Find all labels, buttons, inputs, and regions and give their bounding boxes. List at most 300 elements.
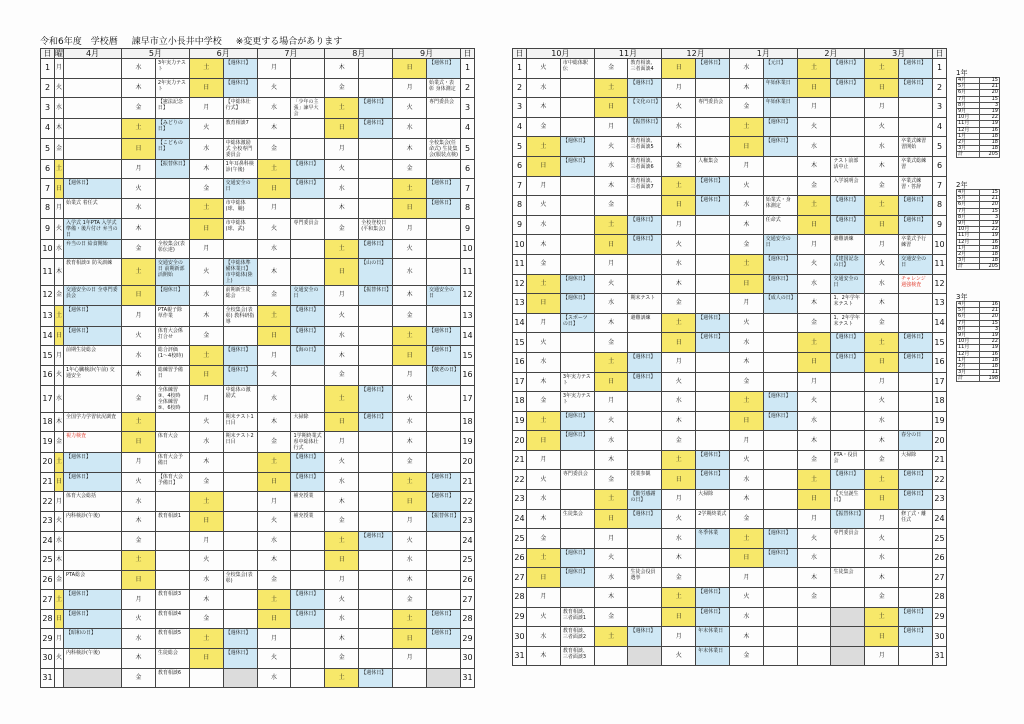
weekday: 土 [527,137,561,157]
weekday: 木 [257,412,291,432]
day-number: 2 [513,78,527,98]
event-cell [831,411,865,431]
weekday: 水 [122,629,156,649]
weekday: 火 [662,235,696,255]
weekday: 木 [797,156,831,176]
calendar-row [41,365,475,385]
weekday: 木 [865,294,899,314]
weekday: 日 [55,326,64,346]
event-cell [359,326,393,346]
event-cell: 大掃除 [291,412,325,432]
calendar-row [41,198,475,218]
summary-days: 15 [979,96,999,102]
event-cell [628,529,662,549]
event-cell: 教育相談5 [155,629,189,649]
weekday: 金 [662,156,696,176]
weekday: 水 [189,138,223,159]
weekday: 火 [325,159,359,179]
calendar-row [41,326,475,346]
event-cell: 【週休日】 [831,78,865,98]
event-cell [560,98,594,118]
calendar-row [41,511,475,531]
weekday: 木 [393,432,427,453]
weekday: 月 [257,629,291,649]
weekday: 木 [55,119,64,139]
event-cell [359,629,393,649]
day-number: 27 [41,590,55,610]
day-number: 18 [513,392,527,412]
day-number-end: 5 [461,138,475,159]
event-cell [427,305,461,326]
summary-days: 18 [979,357,999,363]
weekday: 日 [189,649,223,669]
summary-month: 10月 [957,339,980,345]
weekday: 水 [662,529,696,549]
day-number-end: 8 [461,198,475,218]
summary-row [957,264,1000,270]
event-cell: 交通安全の日 [899,254,933,274]
event-cell [831,627,865,647]
day-number-end: 17 [461,385,475,412]
event-cell: 【週休日】 [64,609,122,629]
event-cell [696,548,730,568]
event-cell [560,235,594,255]
weekday: 火 [662,372,696,392]
weekday: 日 [122,432,156,453]
calendar-row [513,352,947,372]
event-cell: 【週休日】 [359,239,393,259]
weekday: 土 [189,629,223,649]
event-cell [427,453,461,473]
event-cell: 【週休日】 [696,176,730,196]
calendar-row [41,609,475,629]
day-number: 8 [513,196,527,216]
weekday: 水 [594,156,628,176]
grade3-label: 3年 [956,293,968,301]
day-number-end: 4 [933,117,947,137]
day-number: 9 [41,218,55,239]
weekday: 木 [662,274,696,294]
event-cell: 【週休日】 [359,668,393,688]
summary-days: 18 [979,245,999,251]
calendar-row [41,239,475,259]
event-cell: 1学期終業式 県中総体壮行式 [291,432,325,453]
calendar-row [513,450,947,470]
calendar-row [41,629,475,649]
weekday: 土 [729,392,763,412]
event-cell [560,196,594,216]
event-cell [155,412,189,432]
summary-days: 18 [979,363,999,369]
day-number-end: 14 [461,326,475,346]
weekday: 金 [729,509,763,529]
event-cell: PTA・役員会 [831,450,865,470]
weekday: 火 [865,254,899,274]
summary-days: 19 [979,345,999,351]
weekday: 金 [865,313,899,333]
day-number: 2 [41,78,55,98]
event-cell [64,59,122,79]
day-number-end: 14 [933,313,947,333]
weekday: 水 [729,59,763,79]
weekday: 土 [122,551,156,571]
summary-month: 2月 [957,251,980,257]
event-cell: 【振替休日】 [359,286,393,306]
day-number-end: 10 [933,235,947,255]
weekday: 日 [325,259,359,286]
event-cell [427,668,461,688]
event-cell: 【週休日】 [64,590,122,610]
weekday: 土 [865,59,899,79]
event-cell: 前期生徒総会 [64,346,122,366]
event-cell: チャレンジ週強検査 [899,274,933,294]
weekday: 水 [527,215,561,235]
calendar-row [513,98,947,118]
weekday: 日 [865,78,899,98]
day-number: 5 [513,137,527,157]
event-cell: 全校集会(表彰) [223,570,257,590]
summary-days: 3 [979,326,999,332]
event-cell: 【週休日】 [696,450,730,470]
weekday: 月 [865,98,899,118]
weekday: 土 [393,609,427,629]
event-cell [359,590,393,610]
event-cell: 【週休日】 [427,492,461,512]
weekday: 金 [325,218,359,239]
weekday: 月 [55,492,64,512]
day-number: 11 [41,259,55,286]
weekday: 金 [325,365,359,385]
weekday: 木 [189,305,223,326]
event-cell [763,156,797,176]
weekday: 月 [393,511,427,531]
weekday: 金 [393,159,427,179]
event-cell [64,98,122,119]
right-header-6: 3月 [865,49,933,59]
event-cell [560,78,594,98]
event-cell: 【スポーツの日】 [560,313,594,333]
day-number: 12 [41,286,55,306]
weekday: 金 [729,235,763,255]
right-header-7: 日 [933,49,947,59]
weekday: 月 [527,313,561,333]
weekday: 金 [55,432,64,453]
weekday: 月 [797,235,831,255]
day-number-end: 19 [461,432,475,453]
event-cell: 【週休日】 [899,333,933,353]
grade3-summary [956,292,1000,382]
weekday: 日 [393,59,427,79]
summary-days: 3 [979,102,999,108]
weekday: 水 [122,198,156,218]
event-cell [696,215,730,235]
event-cell: 【週休日】 [628,627,662,647]
weekday: 土 [325,531,359,551]
event-cell: 【憲法記念日】 [155,98,189,119]
calendar-row [41,453,475,473]
event-cell [291,119,325,139]
event-cell: 交通安全の日 前期新部活開始 [155,259,189,286]
event-cell: 【週休日】 [64,472,122,492]
event-cell [223,453,257,473]
weekday: 木 [393,570,427,590]
calendar-row [513,59,947,79]
event-cell [831,646,865,666]
day-number: 24 [41,531,55,551]
weekday: 火 [257,649,291,669]
summary-days: 20 [979,202,999,208]
weekday: 火 [122,472,156,492]
event-cell: 【週休日】 [899,59,933,79]
calendar-row [41,305,475,326]
event-cell [696,352,730,372]
summary-days: 19 [979,233,999,239]
summary-month: 5月 [957,308,980,314]
event-cell [359,198,393,218]
day-number: 30 [513,627,527,647]
event-cell [427,385,461,412]
weekday: 木 [122,218,156,239]
event-cell: 【週休日】 [763,117,797,137]
day-number-end: 6 [461,159,475,179]
calendar-row [41,385,475,412]
weekday: 水 [527,78,561,98]
day-number: 28 [41,609,55,629]
event-cell [427,239,461,259]
weekday: 金 [55,286,64,306]
weekday: 木 [594,313,628,333]
weekday: 日 [729,411,763,431]
event-cell [560,333,594,353]
weekday: 日 [865,352,899,372]
day-number-end: 6 [933,156,947,176]
event-cell: 【週休日】 [560,156,594,176]
weekday: 金 [393,590,427,610]
event-cell [291,668,325,688]
weekday [797,607,831,627]
weekday: 水 [729,607,763,627]
weekday: 金 [393,305,427,326]
day-number: 8 [41,198,55,218]
event-cell [359,432,393,453]
event-cell [763,646,797,666]
event-cell [628,450,662,470]
calendar-row [41,492,475,512]
weekday: 日 [527,568,561,588]
day-number: 21 [513,450,527,470]
day-number-end: 8 [933,196,947,216]
day-number-end: 19 [933,411,947,431]
weekday: 水 [662,254,696,274]
weekday: 土 [257,453,291,473]
event-cell: 3年実力テスト [560,372,594,392]
weekday: 火 [797,529,831,549]
weekday: 金 [527,392,561,412]
summary-month: 7月 [957,320,980,326]
event-cell [763,588,797,608]
weekday: 火 [527,333,561,353]
weekday: 月 [729,294,763,314]
day-number-end: 1 [933,59,947,79]
summary-days: 18 [979,258,999,264]
weekday: 火 [189,412,223,432]
weekday: 日 [189,511,223,531]
weekday: 火 [393,239,427,259]
event-cell [223,472,257,492]
calendar-row [513,117,947,137]
event-cell: 専門委員会 [291,218,325,239]
event-cell: テスト前部活中止 [831,156,865,176]
event-cell: 全校登校日(平和集会) [359,218,393,239]
event-cell: 入学式 1年PTA 入学式準備・後片付け 弁当の日 [64,218,122,239]
summary-month: 6月 [957,90,980,96]
event-cell [359,365,393,385]
school-name: 諫早市立小長井中学校 [131,37,222,47]
weekday: 月 [257,492,291,512]
event-cell [696,137,730,157]
event-cell: 期末テスト [628,294,662,314]
event-cell [359,551,393,571]
weekday: 火 [662,646,696,666]
event-cell [899,529,933,549]
day-number: 10 [41,239,55,259]
event-cell: 【週休日】 [696,313,730,333]
day-number: 29 [41,629,55,649]
weekday: 日 [865,627,899,647]
weekday: 木 [527,235,561,255]
weekday: 月 [325,138,359,159]
event-cell: 【週休日】 [628,78,662,98]
event-cell [763,313,797,333]
event-cell [560,117,594,137]
event-cell: 市中総体駅伝 [560,59,594,79]
event-cell: 【週休日】 [359,531,393,551]
weekday: 金 [527,529,561,549]
weekday: 木 [189,453,223,473]
event-cell [560,215,594,235]
weekday: 水 [257,239,291,259]
event-cell: 【週休日】 [696,470,730,490]
weekday: 木 [55,551,64,571]
weekday: 日 [257,472,291,492]
event-cell: 【週休日】 [899,627,933,647]
event-cell: 全校集会(表彰伝達) [155,239,189,259]
day-number: 10 [513,235,527,255]
event-cell: 修了式・離任式 [899,509,933,529]
event-cell [696,431,730,451]
event-cell: 教育相談、三者面談3 [560,646,594,666]
event-cell: 交通安全の日 [223,179,257,199]
summary-month: 11月 [957,121,980,127]
day-number-end: 15 [933,333,947,353]
event-cell [359,609,393,629]
event-cell: 全校集会(表彰) 教科研指導 [223,305,257,326]
grade2-label: 2年 [956,181,968,189]
day-number-end: 5 [933,137,947,157]
weekday: 日 [594,509,628,529]
event-cell [899,313,933,333]
event-cell: 教育相談6 [155,668,189,688]
event-cell [763,607,797,627]
weekday: 金 [865,450,899,470]
weekday: 月 [865,509,899,529]
grade1-summary [956,68,1000,158]
left-header-3: 5月 [122,49,190,59]
event-cell: 交通安全の日 [831,274,865,294]
weekday: 木 [865,431,899,451]
calendar-row [513,137,947,157]
day-number: 16 [41,365,55,385]
change-note: ※変更する場合があります [235,37,343,47]
day-number: 27 [513,568,527,588]
day-number: 5 [41,138,55,159]
day-number-end: 16 [461,365,475,385]
event-cell [64,531,122,551]
weekday: 木 [865,568,899,588]
weekday: 日 [662,470,696,490]
event-cell [359,453,393,473]
event-cell [696,392,730,412]
calendar-second-half [512,48,947,666]
day-number: 6 [513,156,527,176]
event-cell [155,198,189,218]
day-number-end: 13 [461,305,475,326]
event-cell: 視力検査 [64,432,122,453]
event-cell: 【週休日】 [291,305,325,326]
weekday: 火 [189,551,223,571]
weekday: 木 [189,590,223,610]
day-number-end: 2 [461,78,475,98]
left-header-4: 6月 [189,49,257,59]
weekday: 水 [55,239,64,259]
summary-row [957,152,1000,158]
calendar-row [513,548,947,568]
event-cell: 教育相談4 [155,609,189,629]
weekday: 火 [865,392,899,412]
calendar-row [41,119,475,139]
weekday: 火 [729,588,763,608]
day-number-end: 28 [461,609,475,629]
event-cell: 教育相談、三者面談5 [628,137,662,157]
event-cell [64,138,122,159]
weekday: 木 [594,176,628,196]
weekday: 金 [122,239,156,259]
event-cell: 大掃除 [899,450,933,470]
weekday: 水 [527,627,561,647]
event-cell [155,179,189,199]
event-cell [899,117,933,137]
weekday: 水 [797,274,831,294]
calendar-row [513,607,947,627]
day-number: 23 [41,511,55,531]
weekday: 日 [527,431,561,451]
event-cell: 【敬老の日】 [427,365,461,385]
event-cell [291,385,325,412]
weekday: 木 [325,198,359,218]
event-cell [899,411,933,431]
day-number-end: 31 [461,668,475,688]
weekday: 月 [55,629,64,649]
calendar-row [513,470,947,490]
event-cell: 教育相談3 [155,590,189,610]
event-cell [427,259,461,286]
left-header-0: 日 [41,49,55,59]
event-cell [763,627,797,647]
weekday: 水 [325,609,359,629]
event-cell: 前期新生徒総会 [223,286,257,306]
summary-month: 10月 [957,115,980,121]
day-number: 6 [41,159,55,179]
